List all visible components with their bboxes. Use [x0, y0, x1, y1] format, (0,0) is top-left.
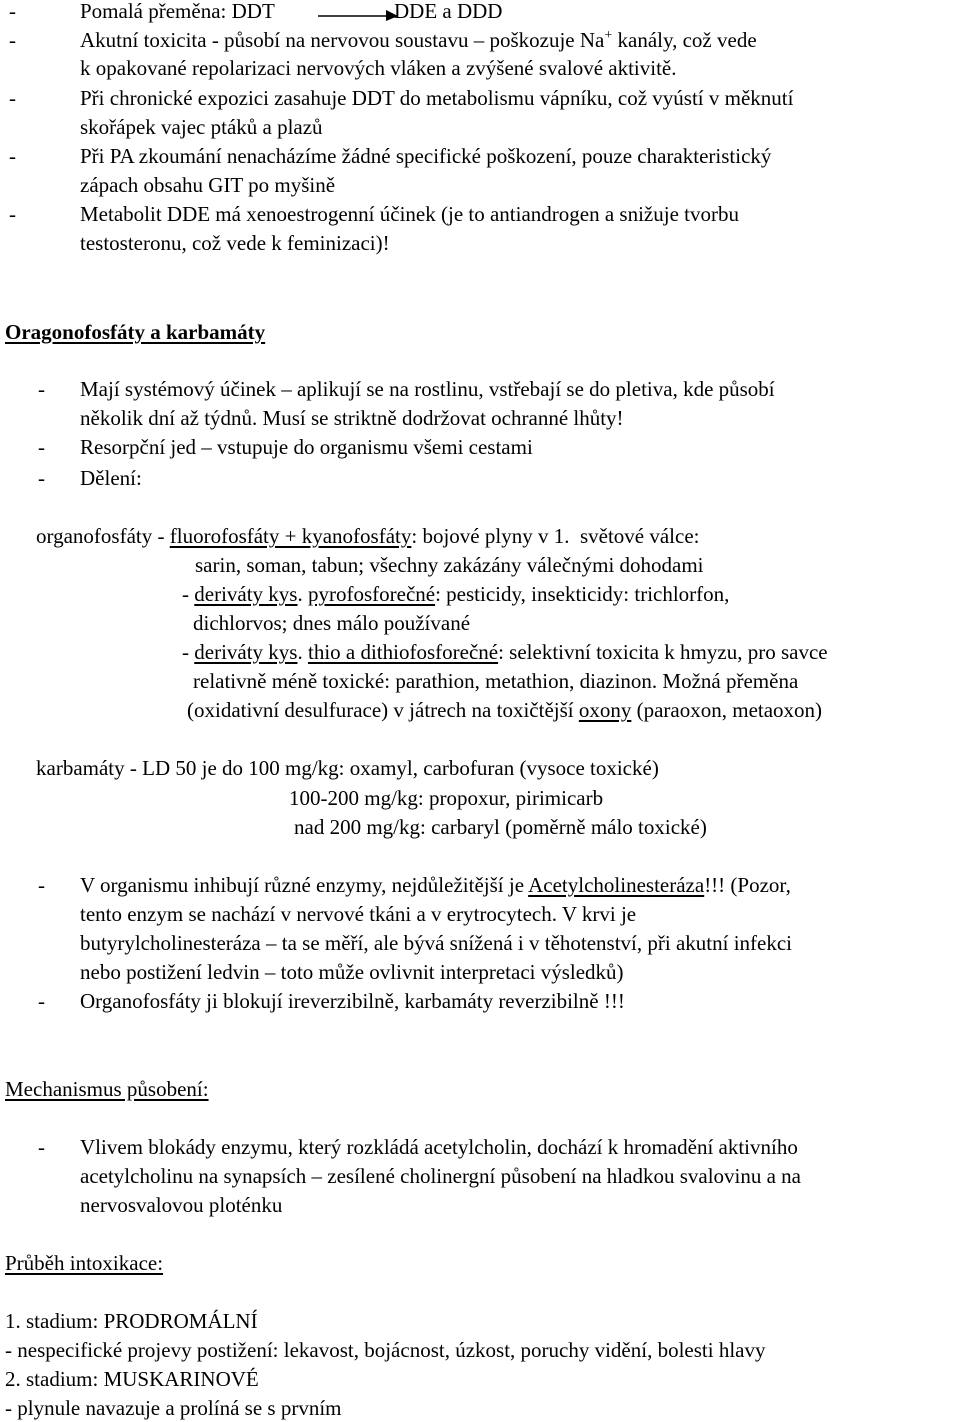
text-line: sarin, soman, tabun; všechny zakázány válečnými dohodami [195, 553, 704, 577]
bullet-dash: - [38, 466, 45, 490]
text-line: Při chronické expozici zasahuje DDT do metabolismu vápníku, což vyústí v měknutí [80, 86, 794, 110]
bullet-dash: - [38, 1135, 45, 1159]
section-heading: Oragonofosfáty a karbamáty [5, 320, 266, 344]
section-heading: Průběh intoxikace: [5, 1251, 164, 1275]
text-line: Akutní toxicita - působí na nervovou soustavu – poškozuje Na+ kanály, což vede [80, 28, 757, 52]
bullet-dash: - [38, 435, 45, 459]
text-line: 2. stadium: MUSKARINOVÉ [5, 1367, 259, 1391]
text-line: V organismu inhibují různé enzymy, nejdůležitější je Acetylcholinesteráza!!! (Pozor, [80, 873, 791, 897]
text-line: DDE a DDD [394, 0, 503, 23]
bullet-dash: - [9, 28, 16, 52]
text-line: karbamáty - LD 50 je do 100 mg/kg: oxamyl, carbofuran (vysoce toxické) [36, 756, 659, 780]
bullet-dash: - [38, 377, 45, 401]
text-line: k opakované repolarizaci nervových vláken a zvýšené svalové aktivitě. [80, 56, 677, 80]
bullet-dash: - [9, 86, 16, 110]
text-line: 1. stadium: PRODROMÁLNÍ [5, 1309, 258, 1333]
text-line: testosteronu, což vede k feminizaci)! [80, 231, 390, 255]
text-line: skořápek vajec ptáků a plazů [80, 115, 323, 139]
text-line: několik dní až týdnů. Musí se striktně dodržovat ochranné lhůty! [80, 406, 624, 430]
text-line: acetylcholinu na synapsích – zesílené cholinergní působení na hladkou svalovinu a na [80, 1164, 802, 1188]
text-line: organofosfáty - fluorofosfáty + kyanofosfáty: bojové plyny v 1. světové válce: [36, 524, 700, 548]
text-line: Dělení: [80, 466, 142, 490]
text-line: nebo postižení ledvin – toto může ovlivnit interpretaci výsledků) [80, 960, 624, 984]
text-line: Metabolit DDE má xenoestrogenní účinek (je to antiandrogen a snižuje tvorbu [80, 202, 739, 226]
text-line: nad 200 mg/kg: carbaryl (poměrně málo toxické) [294, 815, 707, 839]
bullet-dash: - [9, 0, 16, 23]
section-heading: Mechanismus působení: [5, 1077, 209, 1101]
text-line: Resorpční jed – vstupuje do organismu všemi cestami [80, 435, 533, 459]
arrow-icon [318, 6, 400, 22]
text-line: 100-200 mg/kg: propoxur, pirimicarb [289, 786, 604, 810]
superscript: + [604, 28, 613, 43]
text-line: nervosvalovou ploténku [80, 1193, 283, 1217]
text-line: - plynule navazuje a prolíná se s prvním [5, 1396, 342, 1420]
text-line: dichlorvos; dnes málo používané [193, 611, 471, 635]
text-line: Organofosfáty ji blokují ireverzibilně, karbamáty reverzibilně !!! [80, 989, 625, 1013]
bullet-dash: - [9, 144, 16, 168]
text-line: - deriváty kys. thio a dithiofosforečné: selektivní toxicita k hmyzu, pro savce [182, 640, 828, 664]
bullet-dash: - [38, 989, 45, 1013]
text-line: (oxidativní desulfurace) v játrech na toxičtější oxony (paraoxon, metaoxon) [187, 698, 823, 722]
text-line: Při PA zkoumání nenacházíme žádné specifické poškození, pouze charakteristický [80, 144, 772, 168]
text-line: Pomalá přeměna: DDT [80, 0, 275, 23]
bullet-dash: - [9, 202, 16, 226]
text-line: - nespecifické projevy postižení: lekavost, bojácnost, úzkost, poruchy vidění, bolesti hlavy [5, 1338, 766, 1362]
text-line: zápach obsahu GIT po myšině [80, 173, 336, 197]
text-line: Mají systémový účinek – aplikují se na rostlinu, vstřebají se do pletiva, kde působí [80, 377, 775, 401]
text-line: butyrylcholinesteráza – ta se měří, ale bývá snížená i v těhotenství, při akutní infekci [80, 931, 793, 955]
text-line: - deriváty kys. pyrofosforečné: pesticidy, insekticidy: trichlorfon, [182, 582, 730, 606]
bullet-dash: - [38, 873, 45, 897]
text-line: Vlivem blokády enzymu, který rozkládá acetylcholin, dochází k hromadění aktivního [80, 1135, 798, 1159]
text-line: tento enzym se nachází v nervové tkáni a v erytrocytech. V krvi je [80, 902, 637, 926]
text-line: relativně méně toxické: parathion, metathion, diazinon. Možná přeměna [193, 669, 799, 693]
